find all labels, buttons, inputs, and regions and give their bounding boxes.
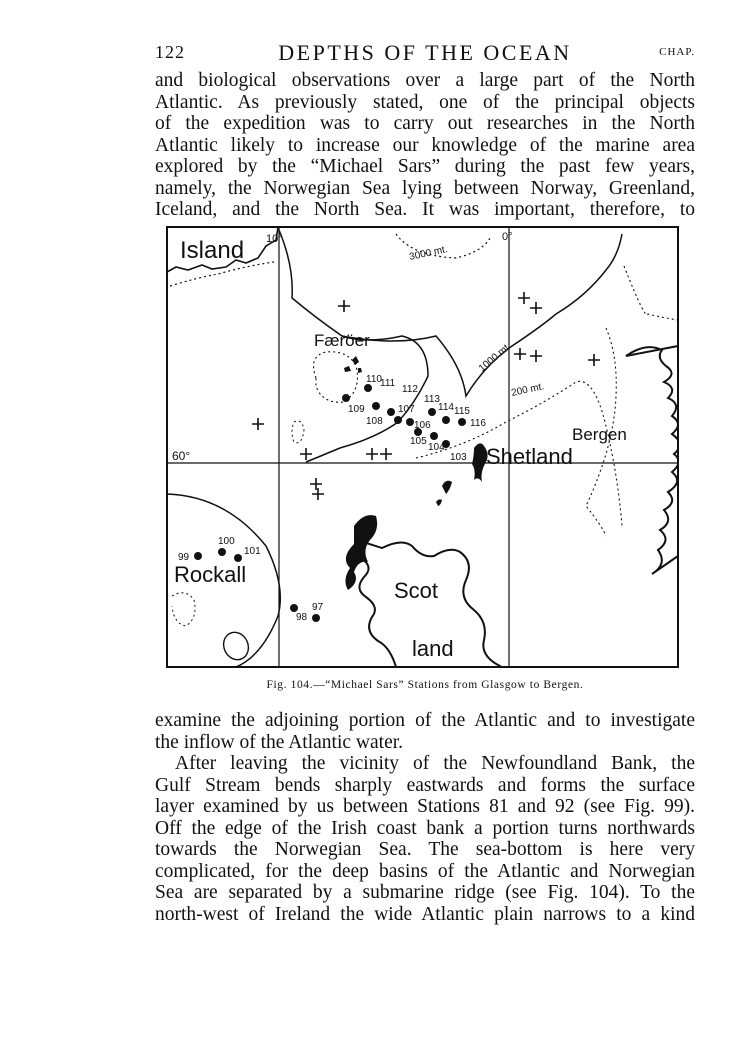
text-line: towards the Norwegian Sea. The sea-bottom is here very	[155, 839, 695, 860]
label-island: Island	[180, 237, 245, 264]
station-dot-100	[218, 548, 226, 556]
ridge-contour	[279, 230, 622, 396]
station-dot-107	[387, 408, 395, 416]
station-label-108: 108	[366, 416, 383, 427]
orkney-small	[436, 499, 442, 506]
station-dot-98	[290, 604, 298, 612]
small-bank	[219, 628, 253, 664]
station-dot-108	[372, 402, 380, 410]
text-line: Off the edge of the Irish coast bank a portion turns northwards	[155, 817, 695, 839]
running-head	[155, 40, 695, 66]
orkney	[442, 481, 452, 494]
text-line: Gulf Stream bends sharply eastwards and forms the surface	[155, 774, 695, 796]
label-scot: Scot	[394, 578, 439, 603]
label-lon-10: 10°	[266, 233, 283, 245]
text-line: and biological observations over a large part of the North	[155, 70, 695, 91]
chapter-label: CHAP.	[659, 46, 695, 58]
label-depth-3000: 3000 mt.	[408, 244, 449, 263]
station-label-110: 110	[366, 374, 382, 385]
label-bergen: Bergen	[572, 425, 627, 444]
station-label-101: 101	[244, 546, 261, 557]
label-faeroer: Færöer	[314, 331, 370, 350]
station-dot-116	[458, 418, 466, 426]
rockall-bank	[172, 593, 195, 626]
text-line: explored by the “Michael Sars” during the past few years,	[155, 156, 695, 177]
station-label-111: 111	[380, 378, 396, 389]
station-dot-106	[406, 418, 414, 426]
text-line: namely, the Norwegian Sea lying between Norway, Greenland,	[155, 177, 695, 199]
station-dot-106a	[394, 416, 402, 424]
running-title: DEPTHS OF THE OCEAN	[278, 40, 572, 65]
page-number: 122	[155, 42, 185, 62]
norway-shelf-north	[624, 266, 678, 320]
station-label-114: 114	[438, 402, 454, 413]
label-shetland: Shetland	[486, 444, 573, 469]
station-dot-101	[234, 554, 242, 562]
station-dot-110	[364, 384, 372, 392]
label-depth-200: 200 mt.	[510, 381, 546, 399]
paragraph-top	[155, 70, 695, 221]
label-lat-60: 60°	[172, 449, 191, 463]
text-line: of the expedition was to carry out researches in the North	[155, 113, 695, 134]
station-label-116: 116	[470, 418, 486, 429]
text-line: complicated, for the deep basins of the Atlantic and Norwegian	[155, 860, 695, 882]
paragraph-bottom	[155, 710, 695, 925]
station-map	[166, 226, 679, 668]
small-bank-2	[292, 421, 304, 443]
iceland-shelf-edge	[170, 262, 274, 286]
station-label-98: 98	[296, 612, 308, 623]
station-label-105: 105	[410, 436, 427, 447]
station-label-100: 100	[218, 536, 235, 547]
norway-coast	[626, 346, 679, 574]
text-line: After leaving the vicinity of the Newfoundland Bank, the	[175, 753, 695, 774]
station-label-109: 109	[348, 404, 365, 415]
station-dot-99	[194, 552, 202, 560]
station-label-113: 113	[424, 394, 440, 405]
station-dot-113	[428, 408, 436, 416]
station-label-103: 103	[450, 452, 467, 463]
text-line: Atlantic. As previously stated, one of the principal objects	[155, 91, 695, 113]
station-label-104: 104	[428, 442, 445, 453]
label-land: land	[412, 636, 454, 661]
station-dot-104	[430, 432, 438, 440]
station-label-99: 99	[178, 552, 190, 563]
text-line: Atlantic likely to increase our knowledge of the marine area	[155, 134, 695, 156]
station-label-97: 97	[312, 602, 324, 613]
faroe-shelf	[314, 352, 358, 402]
station-label-112: 112	[402, 384, 418, 395]
text-line: Sea are separated by a submarine ridge (see Fig. 104). To the	[155, 882, 695, 903]
text-line: Iceland, and the North Sea. It was important, therefore, to	[155, 199, 695, 220]
label-rockall: Rockall	[174, 562, 247, 587]
text-line: examine the adjoining portion of the Atlantic and to investigate	[155, 710, 695, 731]
scotland-west-islands	[345, 515, 377, 590]
text-line: the inflow of the Atlantic water.	[155, 731, 404, 753]
station-map-figure	[166, 226, 679, 668]
text-line: north-west of Ireland the wide Atlantic plain narrows to a kind	[155, 903, 695, 925]
label-lon-0: 0°	[502, 231, 513, 243]
station-dot-97	[312, 614, 320, 622]
faroe-islands	[344, 356, 362, 373]
station-label-107: 107	[398, 404, 415, 415]
station-dot-114	[442, 416, 450, 424]
station-label-115: 115	[454, 406, 470, 417]
station-dot-109	[342, 394, 350, 402]
station-label-106: 106	[414, 420, 431, 431]
figure-caption: Fig. 104.—“Michael Sars” Stations from Glasgow to Bergen.	[266, 679, 584, 691]
text-line: layer examined by us between Stations 81 and 92 (see Fig. 99).	[155, 796, 695, 817]
label-depth-1000: 1000 mt.	[476, 340, 514, 375]
